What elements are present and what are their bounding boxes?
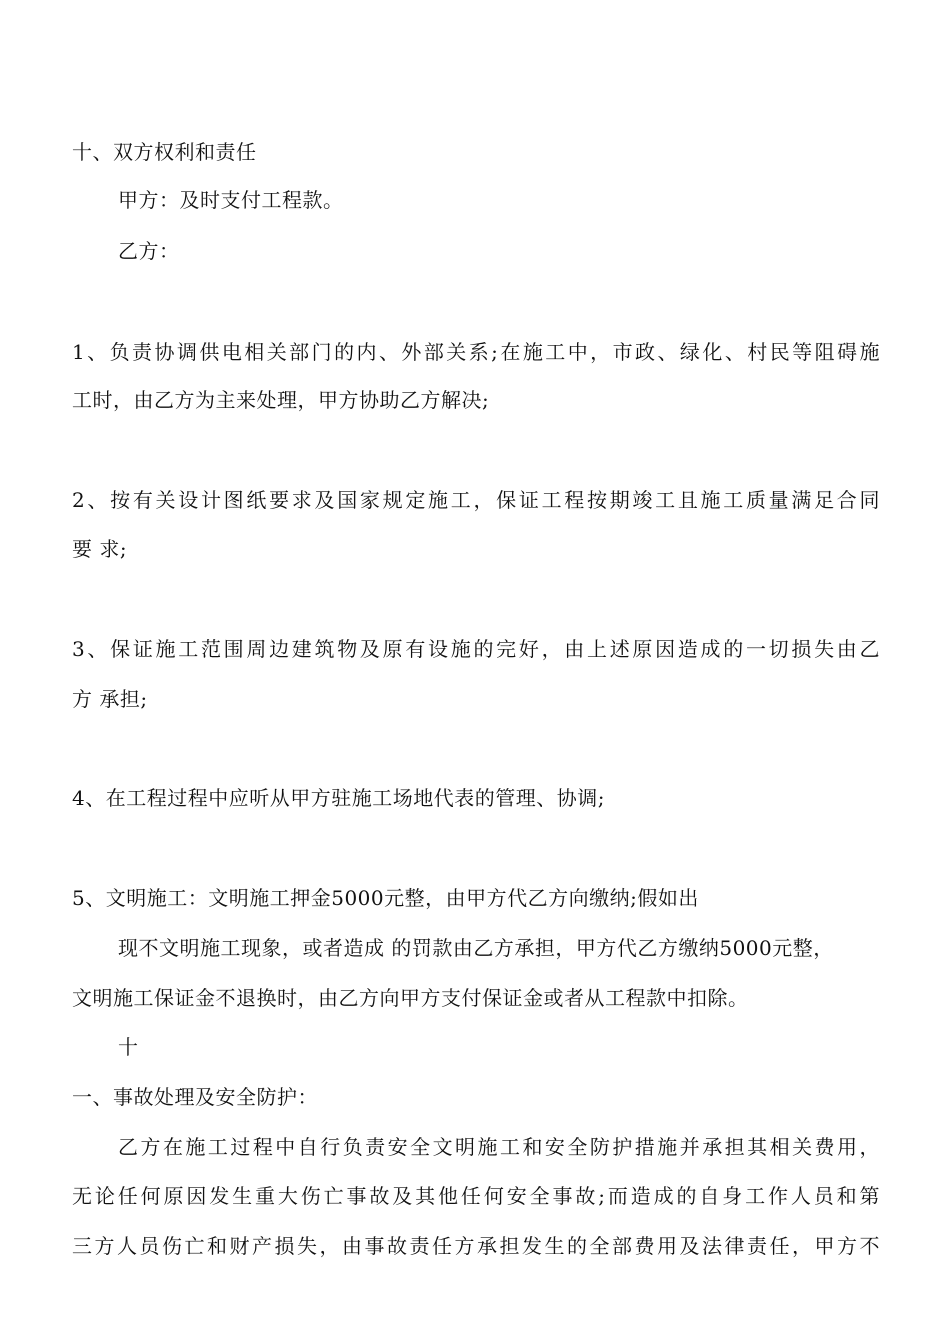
section-11-body-line-3: 三方人员伤亡和财产损失，由事故责任方承担发生的全部费用及法律责任，甲方不 [72, 1234, 880, 1258]
item-2-line-1: 2、按有关设计图纸要求及国家规定施工，保证工程按期竣工且施工质量满足合同 [72, 488, 880, 512]
item-3-line-2: 方 承担; [72, 687, 148, 711]
section-11-heading-part-2: 一、事故处理及安全防护： [72, 1085, 318, 1109]
section-10-heading: 十、双方权利和责任 [72, 140, 257, 164]
item-3-line-1: 3、保证施工范围周边建筑物及原有设施的完好，由上述原因造成的一切损失由乙 [72, 637, 880, 661]
item-4-line-1: 4、在工程过程中应听从甲方驻施工场地代表的管理、协调; [72, 786, 605, 810]
item-5-line-3: 文明施工保证金不退换时，由乙方向甲方支付保证金或者从工程款中扣除。 [72, 986, 749, 1010]
item-2-line-2: 要 求; [72, 537, 128, 561]
item-5-line-1: 5、文明施工：文明施工押金5000元整，由甲方代乙方向缴纳;假如出 [72, 886, 699, 910]
party-a-responsibility: 甲方：及时支付工程款。 [118, 188, 344, 212]
item-1-line-2: 工时，由乙方为主来处理，甲方协助乙方解决; [72, 388, 490, 412]
section-11-body-line-1: 乙方在施工过程中自行负责安全文明施工和安全防护措施并承担其相关费用， [118, 1135, 880, 1159]
item-1-line-1: 1、负责协调供电相关部门的内、外部关系;在施工中，市政、绿化、村民等阻碍施 [72, 340, 880, 364]
item-5-line-2: 现不文明施工现象，或者造成 的罚款由乙方承担，甲方代乙方缴纳5000元整， [118, 936, 834, 960]
section-11-body-line-2: 无论任何原因发生重大伤亡事故及其他任何安全事故;而造成的自身工作人员和第 [72, 1184, 880, 1208]
party-b-label: 乙方： [118, 239, 180, 263]
section-11-heading-part-1: 十 [118, 1035, 139, 1059]
